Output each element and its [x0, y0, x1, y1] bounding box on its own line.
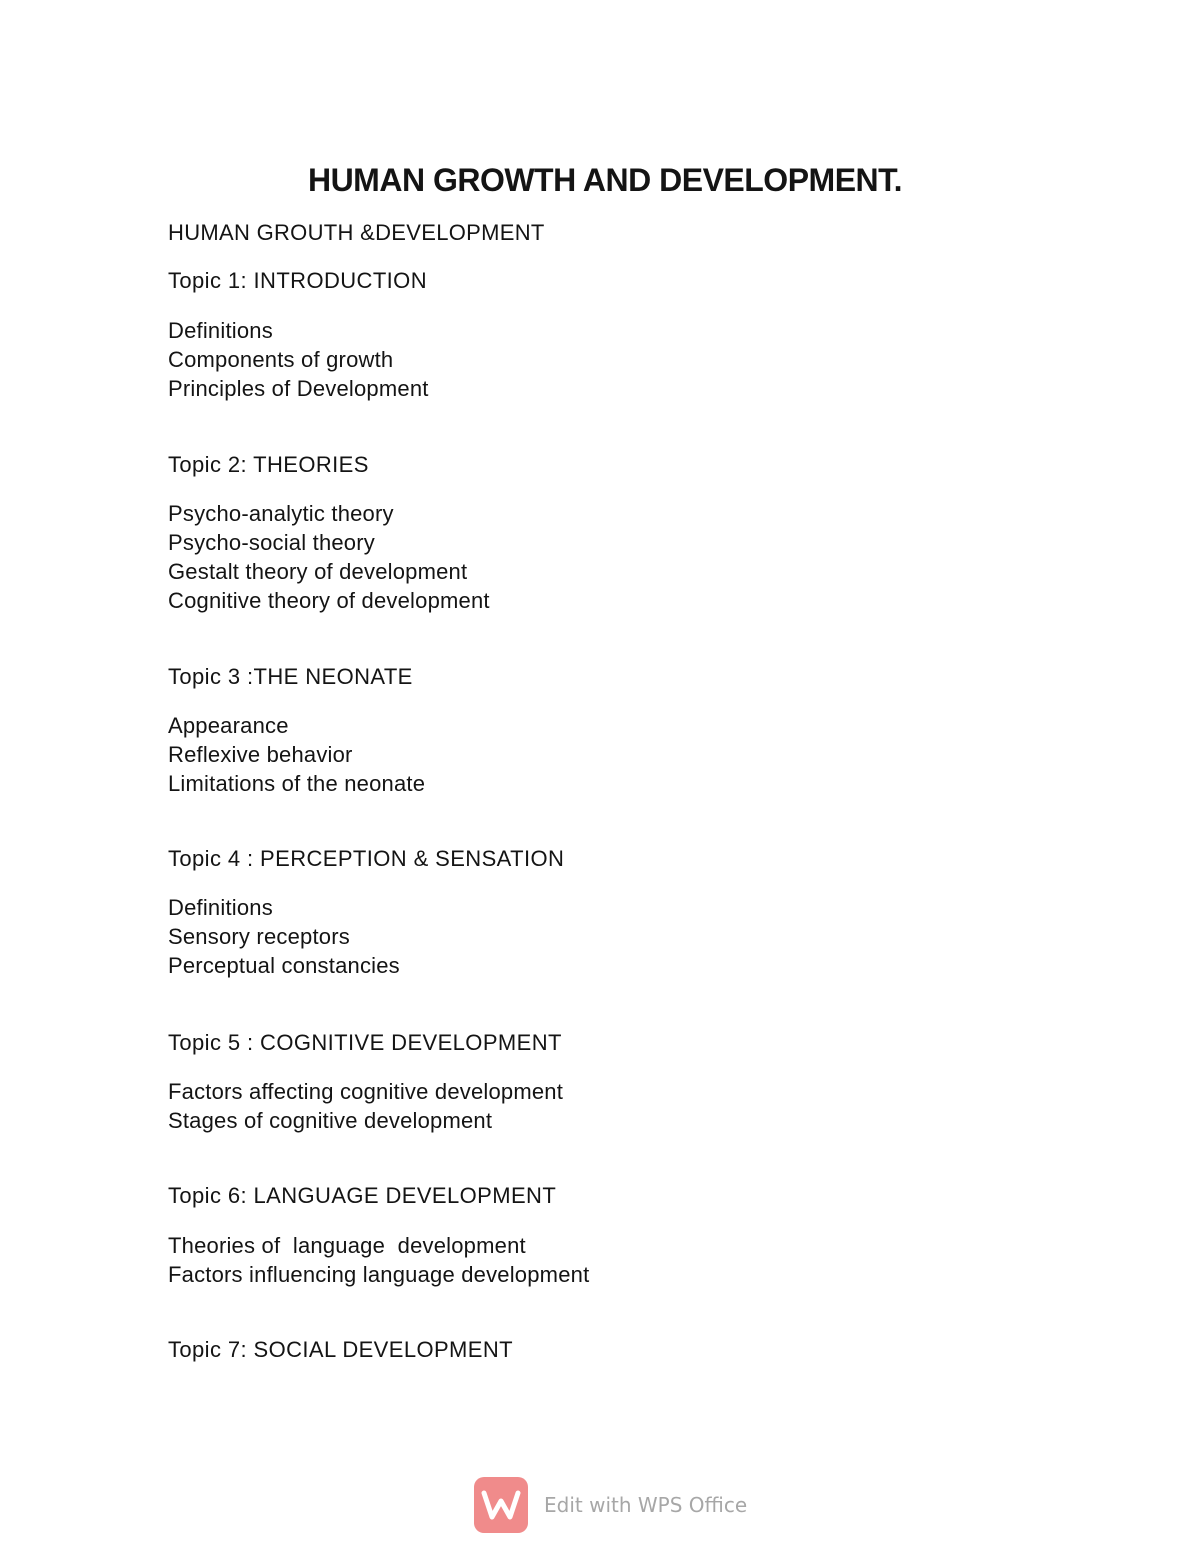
topic-heading-1: Topic 1: INTRODUCTION: [168, 268, 427, 293]
topic-item: Reflexive behavior: [168, 742, 353, 767]
topic-item: Definitions: [168, 318, 273, 343]
wps-edit-badge[interactable]: [474, 1477, 747, 1533]
wps-edit-label[interactable]: Edit with WPS Office: [544, 1493, 748, 1517]
document-title: HUMAN GROWTH AND DEVELOPMENT.: [307, 162, 903, 198]
topic-heading-4: Topic 4 : PERCEPTION & SENSATION: [168, 846, 565, 871]
topic-item: Cognitive theory of development: [168, 588, 490, 613]
wps-logo-icon: [474, 1477, 528, 1533]
topic-item: Factors affecting cognitive development: [168, 1079, 564, 1104]
topic-item: Factors influencing language development: [168, 1262, 590, 1287]
topic-item: Appearance: [168, 713, 289, 738]
topic-items-2: [168, 499, 490, 615]
topic-heading-3: Topic 3 :THE NEONATE: [168, 664, 413, 689]
topic-heading-5: Topic 5 : COGNITIVE DEVELOPMENT: [168, 1030, 562, 1055]
document-subtitle: HUMAN GROUTH &DEVELOPMENT: [168, 220, 545, 245]
topic-item: Limitations of the neonate: [168, 771, 426, 796]
topic-item: Stages of cognitive development: [168, 1108, 493, 1133]
topic-items-3: [168, 711, 425, 798]
topic-items-4: [168, 893, 400, 980]
topic-item: Psycho-social theory: [168, 530, 375, 555]
topic-heading-6: Topic 6: LANGUAGE DEVELOPMENT: [168, 1183, 557, 1208]
topic-items-6: [168, 1231, 589, 1289]
topic-items-1: [168, 316, 429, 403]
topic-item: Components of growth: [168, 347, 394, 372]
topic-item: Perceptual constancies: [168, 953, 400, 978]
topic-item: Gestalt theory of development: [168, 559, 468, 584]
topic-heading-7: Topic 7: SOCIAL DEVELOPMENT: [168, 1337, 513, 1362]
topic-items-5: [168, 1077, 563, 1135]
topic-item: Principles of Development: [168, 376, 429, 401]
topic-item: Definitions: [168, 895, 273, 920]
topic-item: Theories of language development: [168, 1233, 526, 1258]
topic-heading-2: Topic 2: THEORIES: [168, 452, 369, 477]
topic-item: Psycho-analytic theory: [168, 501, 394, 526]
topic-item: Sensory receptors: [168, 924, 350, 949]
